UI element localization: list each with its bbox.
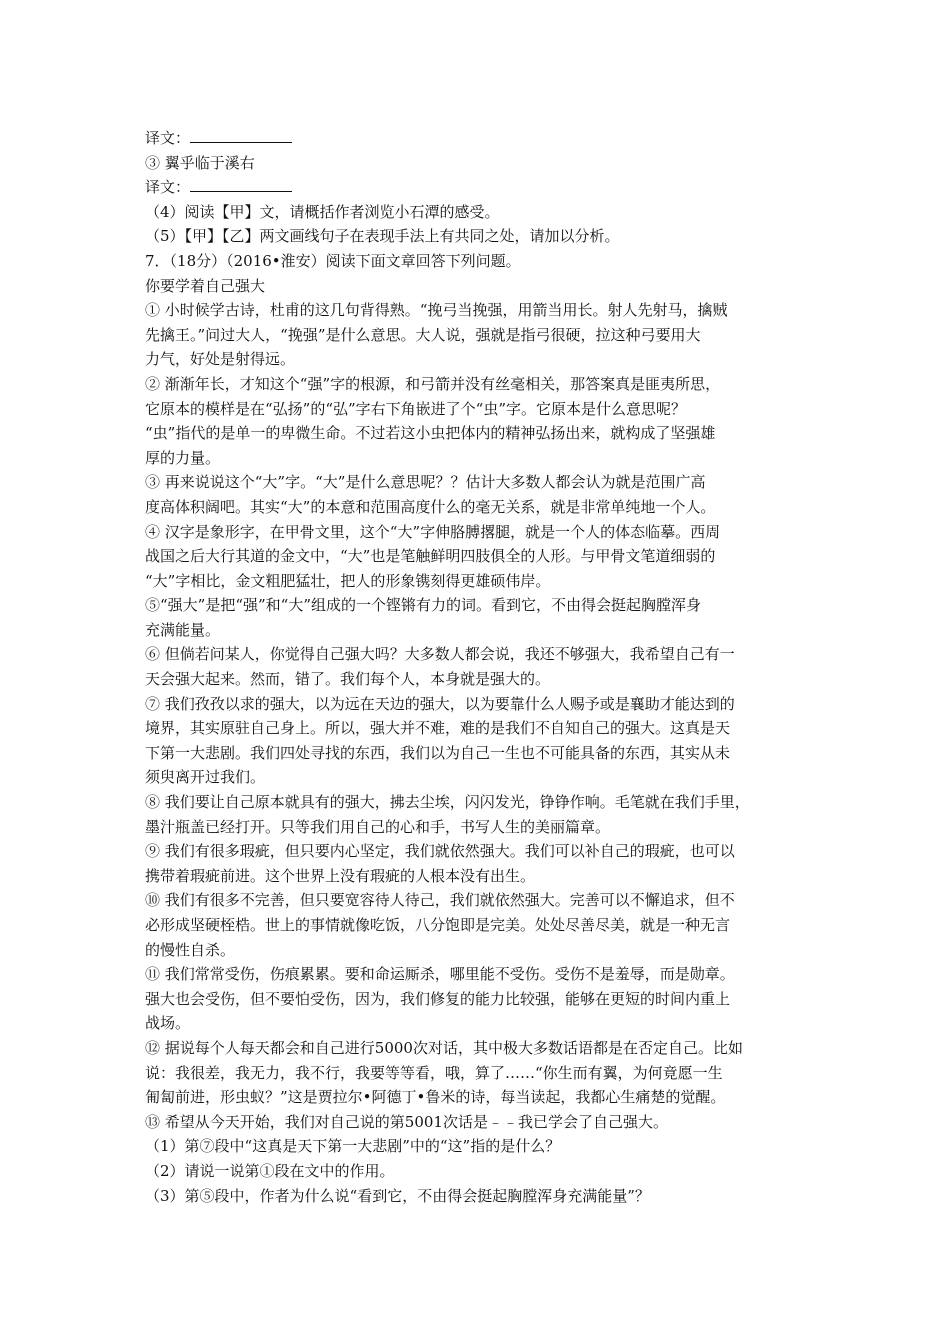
line-text: （5）【甲】【乙】两文画线句子在表现手法上有共同之处，请加以分析。 [145,227,620,246]
line-text: 力气，好处是射得远。 [145,350,296,369]
line-text: ⑥ 但倘若问某人，你觉得自己强大吗？大多数人都会说，我还不够强大，我希望自己有一 [145,645,735,664]
text-line [145,1110,817,1135]
text-line [145,347,817,372]
text-line [145,938,817,963]
line-text: 的慢性自杀。 [145,940,236,959]
line-text: “大”字相比，金文粗肥猛壮，把人的形象镌刻得更雄硕伟岸。 [145,571,551,590]
text-line [145,888,817,913]
answer-blank [190,176,292,192]
line-text: 先擒王。”问过大人，“挽强”是什么意思。大人说，强就是指弓很硬，拉这种弓要用大 [145,325,701,344]
text-line [145,495,817,520]
line-text: （3）第⑤段中，作者为什么说“看到它，不由得会挺起胸膛浑身充满能量”？ [145,1186,650,1205]
line-text: 必形成坚硬桎梏。世上的事情就像吃饭，八分饱即是完美。处处尽善尽美，就是一种无言 [145,916,731,934]
text-line [145,470,817,495]
text-line [145,642,817,667]
text-line [145,618,817,643]
line-text: ⑫ 据说每个人每天都会和自己进行5000次对话，其中极大多数话语都是在否定自己。比如 [145,1038,743,1057]
text-line [145,200,817,225]
line-text: ⑬ 希望从今天开始，我们对自己说的第5001次话是﹣﹣我已学会了自己强大。 [145,1112,668,1131]
line-text: 境界，其实原驻自己身上。所以，强大并不难，难的是我们不自知自己的强大。这真是天 [145,719,731,738]
line-text: 墨汁瓶盖已经打开。只等我们用自己的心和手，书写人生的美丽篇章。 [145,817,611,836]
text-line [145,274,817,299]
line-text: 译文： [145,178,191,197]
text-line [145,1036,817,1061]
line-text: ③ 翼乎临于溪右 [145,153,255,172]
text-line [145,397,817,422]
line-text: “虫”指代的是单一的卑微生命。不过若这小虫把体内的精神弘扬出来，就构成了坚强雄 [145,424,716,443]
line-text: 战国之后大行其道的金文中，“大”也是笔触鲜明四肢俱全的人形。与甲骨文笔道细弱的 [145,547,716,566]
text-line [145,790,817,815]
text-line [145,839,817,864]
line-text: 厚的力量。 [145,448,221,467]
line-text: 下第一大悲剧。我们四处寻找的东西，我们以为自己一生也不可能具备的东西，其实从未 [145,743,731,762]
line-text: ⑨ 我们有很多瑕疵，但只要内心坚定，我们就依然强大。我们可以补自己的瑕疵，也可以 [145,842,735,861]
text-line [145,962,817,987]
text-line [145,544,817,569]
line-text: 充满能量。 [145,620,221,639]
line-text: 携带着瑕疵前进。这个世界上没有瑕疵的人根本没有出生。 [145,866,536,885]
line-text: ⑤“强大”是把“强”和“大”组成的一个铿锵有力的词。看到它，不由得会挺起胸膛浑身 [145,596,702,615]
text-line [145,667,817,692]
line-text: 匍匐前进，形虫蚁？”这是贾拉尔•阿德丁•鲁米的诗，每当读起，我都心生痛楚的觉醒。 [145,1088,726,1107]
line-text: 它原本的模样是在“弘扬”的“弘”字右下角嵌进了个“虫”字。它原本是什么意思呢？ [145,399,687,418]
text-line [145,1085,817,1110]
text-line [145,765,817,790]
text-line [145,224,817,249]
text-line [145,175,817,200]
text-line [145,569,817,594]
text-line [145,1159,817,1184]
text-line [145,126,817,151]
text-line [145,421,817,446]
text-line [145,1134,817,1159]
line-text: 说：我很差，我无力，我不行，我要等等看，哦，算了……“你生而有翼，为何竟愿一生 [145,1063,723,1082]
text-line [145,249,817,274]
line-text: 战场。 [145,1014,191,1033]
line-text: 译文： [145,129,191,147]
line-text: 7．（18分）（2016•淮安）阅读下面文章回答下列问题。 [145,251,521,270]
answer-blank [190,127,292,143]
text-line [145,1011,817,1036]
line-text: 你要学着自己强大 [145,276,266,295]
line-text: ⑦ 我们孜孜以求的强大，以为远在天边的强大，以为要靠什么人赐予或是襄助才能达到的 [145,694,735,713]
line-text: （2）请说一说第①段在文中的作用。 [145,1161,395,1180]
text-line [145,593,817,618]
text-line [145,520,817,545]
text-line [145,1061,817,1086]
line-text: 天会强大起来。然而，错了。我们每个人，本身就是强大的。 [145,670,551,689]
text-line [145,298,817,323]
line-text: ⑧ 我们要让自己原本就具有的强大，拂去尘埃，闪闪发光，铮铮作响。毛笔就在我们手里， [145,793,750,812]
text-line [145,741,817,766]
line-text: ④ 汉字是象形字，在甲骨文里，这个“大”字伸胳膊撂腿，就是一个人的体态临摹。西周 [145,522,721,541]
document-page [145,126,817,1208]
text-line [145,372,817,397]
text-line [145,692,817,717]
line-text: ① 小时候学古诗，杜甫的这几句背得熟。“挽弓当挽强，用箭当用长。射人先射马，擒贼 [145,301,728,320]
line-text: 度高体积阔吧。其实“大”的本意和范围高度什么的毫无关系，就是非常单纯地一个人。 [145,497,716,516]
text-line [145,815,817,840]
line-text: ⑩ 我们有很多不完善，但只要宽容待人待己，我们就依然强大。完善可以不懈追求，但不 [145,891,735,910]
text-line [145,716,817,741]
line-text: 须臾离开过我们。 [145,768,266,787]
text-line [145,323,817,348]
text-line [145,1184,817,1209]
line-text: （1）第⑦段中“这真是天下第一大悲剧”中的“这”指的是什么？ [145,1137,561,1156]
line-text: ⑪ 我们常常受伤，伤痕累累。要和命运厮杀，哪里能不受伤。受伤不是羞辱，而是勋章。 [145,965,735,984]
text-line [145,446,817,471]
text-line [145,151,817,176]
text-line [145,987,817,1012]
text-line [145,864,817,889]
line-text: ② 渐渐年长，才知这个“强”字的根源，和弓箭并没有丝毫相关，那答案真是匪夷所思， [145,374,721,393]
line-text: ③ 再来说说这个“大”字。“大”是什么意思呢？？估计大多数人都会认为就是范围广高 [145,473,706,492]
line-text: 强大也会受伤，但不要怕受伤，因为，我们修复的能力比较强，能够在更短的时间内重上 [145,989,731,1008]
text-line [145,913,817,938]
line-text: （4）阅读【甲】文，请概括作者浏览小石潭的感受。 [145,202,500,221]
